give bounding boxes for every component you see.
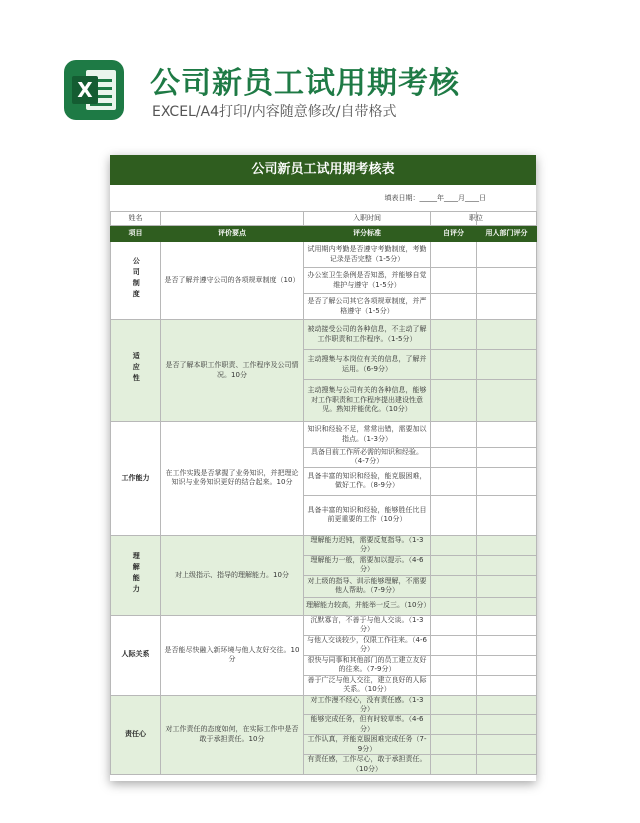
header-dept-score: 用人部门评分 bbox=[477, 226, 537, 242]
scoring-standard: 与他人交谈较少，仅限工作往来。（4-6分） bbox=[304, 635, 431, 655]
table-row bbox=[111, 615, 537, 635]
section-point: 对工作责任的态度如何，在实际工作中是否敢于承担责任。10分 bbox=[161, 695, 304, 775]
scoring-standard: 主动搜集与公司有关的各种信息，能够对工作职责和工作程序提出建设性意见。熟知并能优化。（10分） bbox=[304, 380, 431, 422]
scoring-standard: 有责任感，工作尽心，敢于承担责任。（10分） bbox=[304, 755, 431, 775]
section-item-label: 责任心 bbox=[125, 730, 146, 739]
self-score-cell[interactable] bbox=[431, 268, 477, 294]
self-score-cell[interactable] bbox=[431, 320, 477, 350]
position-label: 职位 bbox=[477, 212, 537, 226]
self-score-cell[interactable] bbox=[431, 467, 477, 495]
scoring-standard: 能够完成任务，但有时较草率。（4-6分） bbox=[304, 715, 431, 735]
header-self-score: 自评分 bbox=[431, 226, 477, 242]
table-row bbox=[111, 320, 537, 350]
section-item-label: 理解能力 bbox=[132, 551, 141, 596]
scoring-standard: 理解能力一般，需要加以提示。（4-6分） bbox=[304, 555, 431, 575]
section-point: 在工作实践是否掌握了业务知识，并把理论知识与业务知识更好的结合起来。10分 bbox=[161, 422, 304, 536]
section-item bbox=[111, 422, 161, 536]
self-score-cell[interactable] bbox=[431, 597, 477, 615]
dept-score-cell[interactable] bbox=[477, 695, 537, 715]
join-date-label: 入职时间 bbox=[304, 212, 431, 226]
section-point: 对上级指示、指导的理解能力。10分 bbox=[161, 535, 304, 615]
dept-score-cell[interactable] bbox=[477, 635, 537, 655]
section-item-label: 公司制度 bbox=[132, 256, 141, 301]
banner-subtitle: EXCEL/A4打印/内容随意修改/自带格式 bbox=[152, 104, 397, 120]
fill-date-line: 填表日期：_____年____月____日 bbox=[384, 194, 486, 202]
scoring-standard: 理解能力较高，并能举一反三。（10分） bbox=[304, 597, 431, 615]
self-score-cell[interactable] bbox=[431, 735, 477, 755]
self-score-cell[interactable] bbox=[431, 495, 477, 535]
dept-score-cell[interactable] bbox=[477, 467, 537, 495]
info-row bbox=[111, 212, 537, 226]
dept-score-cell[interactable] bbox=[477, 555, 537, 575]
scoring-standard: 办公室卫生条例是否知悉，并能够自觉维护与遵守（1-5分） bbox=[304, 268, 431, 294]
dept-score-cell[interactable] bbox=[477, 575, 537, 597]
section-item bbox=[111, 615, 161, 695]
section-point: 是否能尽快融入新环境与他人友好交往。10分 bbox=[161, 615, 304, 695]
dept-score-cell[interactable] bbox=[477, 675, 537, 695]
table-row bbox=[111, 695, 537, 715]
self-score-cell[interactable] bbox=[431, 675, 477, 695]
self-score-cell[interactable] bbox=[431, 635, 477, 655]
evaluation-table bbox=[110, 211, 537, 775]
document-preview bbox=[110, 155, 536, 781]
section-point: 是否了解本职工作职责、工作程序及公司情况。10分 bbox=[161, 320, 304, 422]
document-title: 公司新员工试用期考核表 bbox=[110, 155, 536, 185]
dept-score-cell[interactable] bbox=[477, 715, 537, 735]
scoring-standard: 具备丰富的知识和经验，能够胜任比目前更重要的工作（10分） bbox=[304, 495, 431, 535]
section-item bbox=[111, 535, 161, 615]
table-row bbox=[111, 242, 537, 268]
self-score-cell[interactable] bbox=[431, 555, 477, 575]
dept-score-cell[interactable] bbox=[477, 422, 537, 448]
dept-score-cell[interactable] bbox=[477, 535, 537, 555]
self-score-cell[interactable] bbox=[431, 448, 477, 468]
dept-score-cell[interactable] bbox=[477, 242, 537, 268]
self-score-cell[interactable] bbox=[431, 294, 477, 320]
self-score-cell[interactable] bbox=[431, 380, 477, 422]
dept-score-cell[interactable] bbox=[477, 448, 537, 468]
scoring-standard: 善于广泛与他人交往，建立良好的人际关系。（10分） bbox=[304, 675, 431, 695]
header-point: 评价要点 bbox=[161, 226, 304, 242]
section-item bbox=[111, 242, 161, 320]
excel-logo-icon bbox=[64, 60, 124, 120]
scoring-standard: 具备丰富的知识和经验，能克服困难，做好工作。（8-9分） bbox=[304, 467, 431, 495]
section-item-label: 适应性 bbox=[132, 352, 141, 386]
header-row bbox=[111, 226, 537, 242]
table-row bbox=[111, 422, 537, 448]
scoring-standard: 理解能力迟钝，需要反复指导。（1-3分） bbox=[304, 535, 431, 555]
dept-score-cell[interactable] bbox=[477, 380, 537, 422]
excel-x-badge: X bbox=[72, 76, 98, 104]
self-score-cell[interactable] bbox=[431, 242, 477, 268]
scoring-standard: 是否了解公司其它各项规章制度，并严格遵守（1-5分） bbox=[304, 294, 431, 320]
self-score-cell[interactable] bbox=[431, 350, 477, 380]
name-label: 姓名 bbox=[111, 212, 161, 226]
self-score-cell[interactable] bbox=[431, 535, 477, 555]
scoring-standard: 试用期内考勤是否遵守考勤制度，考勤记录是否完整（1-5分） bbox=[304, 242, 431, 268]
dept-score-cell[interactable] bbox=[477, 495, 537, 535]
scoring-standard: 被动接受公司的各种信息，不主动了解工作职责和工作程序。（1-5分） bbox=[304, 320, 431, 350]
dept-score-cell[interactable] bbox=[477, 320, 537, 350]
dept-score-cell[interactable] bbox=[477, 294, 537, 320]
self-score-cell[interactable] bbox=[431, 755, 477, 775]
scoring-standard: 沉默寡言，不善于与他人交谈。（1-3分） bbox=[304, 615, 431, 635]
self-score-cell[interactable] bbox=[431, 422, 477, 448]
header-standard: 评分标准 bbox=[304, 226, 431, 242]
section-item-label: 人际关系 bbox=[121, 650, 150, 659]
dept-score-cell[interactable] bbox=[477, 268, 537, 294]
banner-title: 公司新员工试用期考核 bbox=[150, 66, 460, 101]
section-point: 是否了解并遵守公司的各项规章制度（10） bbox=[161, 242, 304, 320]
section-item bbox=[111, 695, 161, 775]
section-item bbox=[111, 320, 161, 422]
table-row bbox=[111, 535, 537, 555]
dept-score-cell[interactable] bbox=[477, 350, 537, 380]
self-score-cell[interactable] bbox=[431, 695, 477, 715]
self-score-cell[interactable] bbox=[431, 715, 477, 735]
scoring-standard: 很快与同事和其他部门的员工建立友好的往来。（7-9分） bbox=[304, 655, 431, 675]
dept-score-cell[interactable] bbox=[477, 755, 537, 775]
self-score-cell[interactable] bbox=[431, 655, 477, 675]
scoring-standard: 工作认真，并能克服困难完成任务（7-9分） bbox=[304, 735, 431, 755]
scoring-standard: 主动搜集与本岗位有关的信息，了解并运用。（6-9分） bbox=[304, 350, 431, 380]
dept-score-cell[interactable] bbox=[477, 597, 537, 615]
header-item: 项目 bbox=[111, 226, 161, 242]
dept-score-cell[interactable] bbox=[477, 735, 537, 755]
scoring-standard: 对上级的指导、训示能够理解，不需要他人帮助。（7-9分） bbox=[304, 575, 431, 597]
self-score-cell[interactable] bbox=[431, 575, 477, 597]
dept-score-cell[interactable] bbox=[477, 615, 537, 635]
scoring-standard: 对工作漫不经心，没有责任感。（1-3分） bbox=[304, 695, 431, 715]
section-item-label: 工作能力 bbox=[121, 473, 150, 482]
name-value[interactable] bbox=[161, 212, 304, 226]
scoring-standard: 知识和经验不足，常常出错，需要加以指点。（1-3分） bbox=[304, 422, 431, 448]
dept-score-cell[interactable] bbox=[477, 655, 537, 675]
self-score-cell[interactable] bbox=[431, 615, 477, 635]
scoring-standard: 具备目前工作所必需的知识和经验。（4-7分） bbox=[304, 448, 431, 468]
